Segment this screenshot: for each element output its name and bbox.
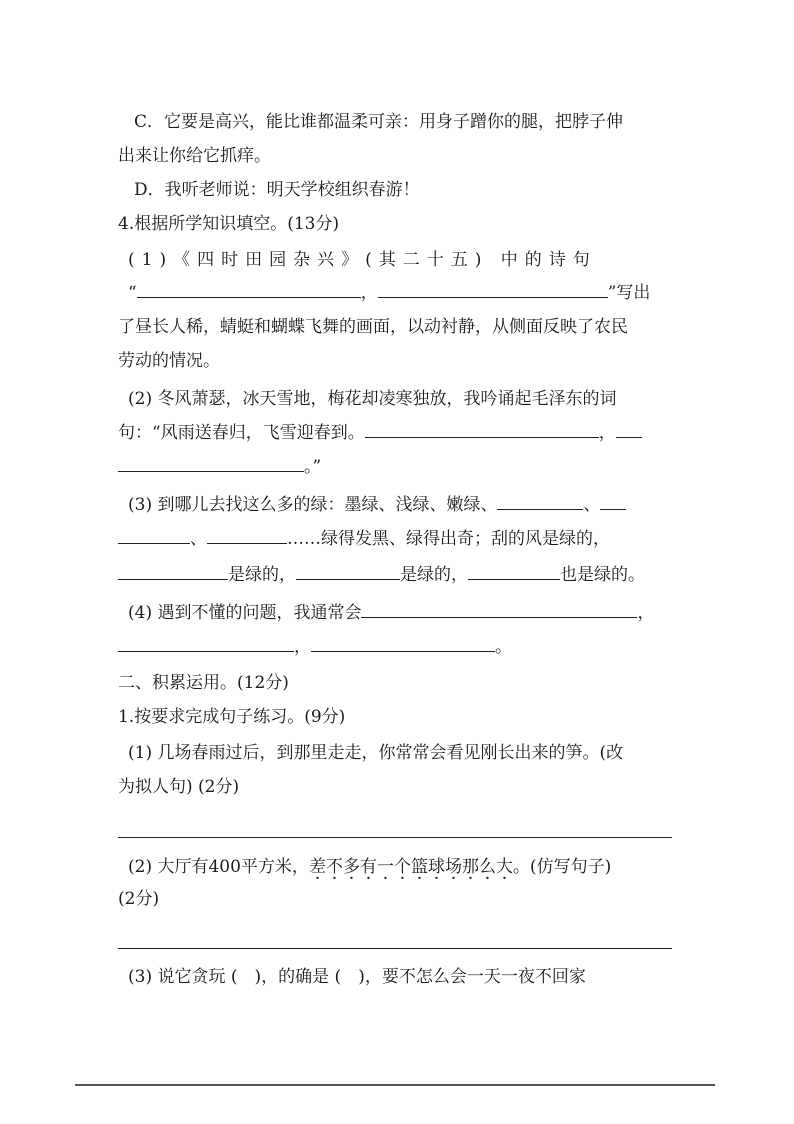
- comma: ，: [637, 603, 655, 623]
- q4-4-text: (4) 遇到不懂的问题，我通常会: [128, 603, 362, 623]
- q4-3-green-3: 也是绿的。: [560, 565, 645, 585]
- emphasized-char: 个: [393, 857, 411, 877]
- q4-2-line2: [118, 421, 642, 445]
- emphasized-char: 多: [342, 857, 360, 877]
- q4-3-blank-3[interactable]: [118, 527, 190, 544]
- q1-2-pre: (2) 大厅有400平方米，: [128, 857, 309, 877]
- option-c-line2: 出来让你给它抓痒。: [118, 146, 271, 166]
- q1-1-line2: 为拟人句) (2分): [118, 777, 240, 797]
- q4-2-line3: [118, 455, 321, 479]
- emphasized-char: 一: [376, 857, 394, 877]
- separator: 、: [583, 495, 601, 515]
- option-c-line1: C．它要是高兴，能比谁都温柔可亲：用身子蹭你的腿，把脖子伸: [134, 112, 624, 132]
- q4-3-text: (3) 到哪儿去找这么多的绿：墨绿、浅绿、嫩绿、: [128, 495, 498, 515]
- q4-4-blank-2[interactable]: [118, 635, 294, 652]
- q4-3-green-1: 是绿的，: [228, 565, 296, 585]
- q4-1-blank-1[interactable]: [137, 281, 361, 298]
- answer-line-2[interactable]: [118, 948, 672, 949]
- q4-2-blank-3[interactable]: [118, 455, 304, 472]
- end-quote: 。”: [304, 457, 322, 477]
- answer-line-1[interactable]: [118, 837, 672, 838]
- close-quote-text: ”写出: [607, 283, 651, 303]
- comma: ，: [294, 637, 311, 657]
- q4-4-blank-3[interactable]: [311, 635, 495, 652]
- option-d-line: D．我听老师说：明天学校组织春游！: [134, 180, 420, 200]
- emphasized-char: 那: [461, 857, 479, 877]
- q4-3-blank-2[interactable]: [600, 493, 626, 510]
- q4-2-blank-1[interactable]: [365, 421, 599, 438]
- q4-3-blank-7[interactable]: [468, 563, 560, 580]
- q1-2-emphasized: [309, 857, 513, 877]
- q1-1-line1: (1) 几场春雨过后，到那里走走，你常常会看见刚长出来的笋。(改: [128, 743, 624, 763]
- section-2-title: 二、积累运用。(12分): [118, 673, 289, 693]
- q4-3-blank-1[interactable]: [497, 493, 583, 510]
- q4-3-blank-6[interactable]: [296, 563, 400, 580]
- emphasized-char: 不: [325, 857, 343, 877]
- period: 。: [495, 637, 512, 657]
- comma: ，: [360, 283, 378, 303]
- q4-2-line1: (2) 冬风萧瑟，冰天雪地，梅花却凌寒独放，我吟诵起毛泽东的词: [128, 389, 617, 409]
- emphasized-char: 有: [359, 857, 377, 877]
- question-4-title: 4.根据所学知识填空。(13分): [118, 214, 340, 234]
- q1-3-line1: (3) 说它贪玩 ( )，的确是 ( )，要不怎么会一天一夜不回家: [128, 967, 586, 987]
- emphasized-char: 差: [308, 857, 326, 877]
- q4-1-line3: 了昼长人稀，蜻蜓和蝴蝶飞舞的画面，以动衬静，从侧面反映了农民: [118, 317, 628, 337]
- open-quote: “: [128, 283, 137, 303]
- comma: ，: [598, 423, 616, 443]
- separator: 、: [190, 529, 207, 549]
- q4-4-line2: [118, 635, 512, 659]
- emphasized-char: 场: [444, 857, 462, 877]
- q4-3-line2: [118, 527, 610, 551]
- q4-4-blank-1[interactable]: [361, 601, 637, 618]
- q4-1-blank-2[interactable]: [378, 281, 608, 298]
- q4-1-line1: (1)《四时田园杂兴》(其二十五) 中的诗句: [128, 250, 597, 270]
- q4-2-text: 句：“风雨送春归，飞雪迎春到。: [118, 423, 365, 443]
- emphasized-char: 么: [478, 857, 496, 877]
- q4-3-blank-4[interactable]: [207, 527, 287, 544]
- q4-3-line1: [128, 493, 626, 517]
- q1-2-line1: [128, 855, 611, 879]
- q4-3-tail: ……绿得发黑、绿得出奇；刮的风是绿的，: [287, 529, 610, 549]
- q4-4-line1: [128, 601, 654, 625]
- question-1-title: 1.按要求完成句子练习。(9分): [118, 707, 346, 727]
- q4-1-line2: [128, 281, 650, 305]
- q4-2-blank-2[interactable]: [616, 421, 642, 438]
- q4-3-green-2: 是绿的，: [400, 565, 468, 585]
- q4-1-line4: 劳动的情况。: [118, 351, 220, 371]
- q1-2-score: (2分): [118, 889, 160, 909]
- emphasized-char: 大: [495, 857, 513, 877]
- q4-3-line3: [118, 563, 645, 587]
- emphasized-char: 球: [427, 857, 445, 877]
- emphasized-char: 篮: [410, 857, 428, 877]
- scan-edge: [75, 1084, 715, 1086]
- q4-3-blank-5[interactable]: [118, 563, 228, 580]
- q1-2-post: 。(仿写句子): [512, 857, 612, 877]
